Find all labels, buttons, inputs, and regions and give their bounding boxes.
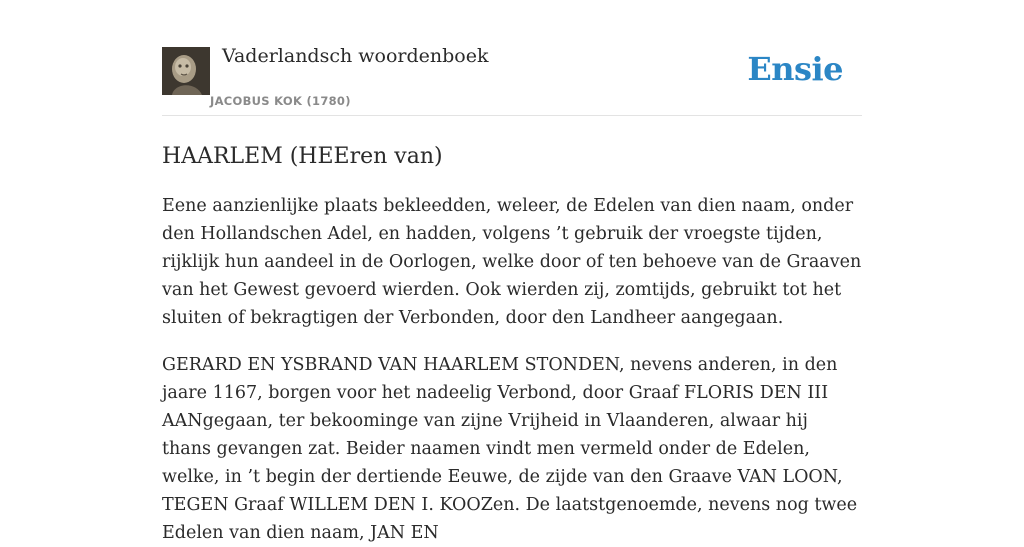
entry-paragraph: GERARD EN YSBRAND VAN HAARLEM STONDEN, nevens anderen, in den jaare 1167, borgen voor het nadeelig Verbond, door Graaf FLORIS DEN III AANgegaan, ter bekoominge van zijne Vrijheid in Vlaanderen, alwaar hij thans gevangen zat. Beider naamen vindt men vermeld onder de Edelen, welke, in ’t begin der dertiende Eeuwe, de zijde van den Graave VAN LOON, TEGEN Graaf WILLEM DEN I. KOOZen. De laatstgenoemde, nevens nog twee Edelen van dien naam, JAN EN	[162, 355, 858, 543]
author-name[interactable]: JACOBUS KOK (1780)	[210, 94, 351, 108]
author-portrait-icon	[162, 47, 210, 95]
book-title[interactable]: Vaderlandsch woordenboek	[222, 45, 489, 67]
author-avatar[interactable]	[162, 47, 210, 95]
entry-title: HAARLEM (HEEren van)	[162, 144, 443, 169]
ensie-logo[interactable]: Ensie	[747, 50, 843, 88]
page	[162, 0, 862, 547]
entry-paragraph: Eene aanzienlijke plaats bekleedden, weleer, de Edelen van dien naam, onder den Hollandschen Adel, en hadden, volgens ’t gebruik der vroegste tijden, rijklijk hun aandeel in de Oorlogen, welke door of ten behoeve van de Graaven van het Gewest gevoerd wierden. Ook wierden zij, zomtijds, gebruikt tot het sluiten of bekragtigen der Verbonden, door den Landheer aangegaan.	[162, 196, 862, 328]
header	[162, 0, 862, 116]
